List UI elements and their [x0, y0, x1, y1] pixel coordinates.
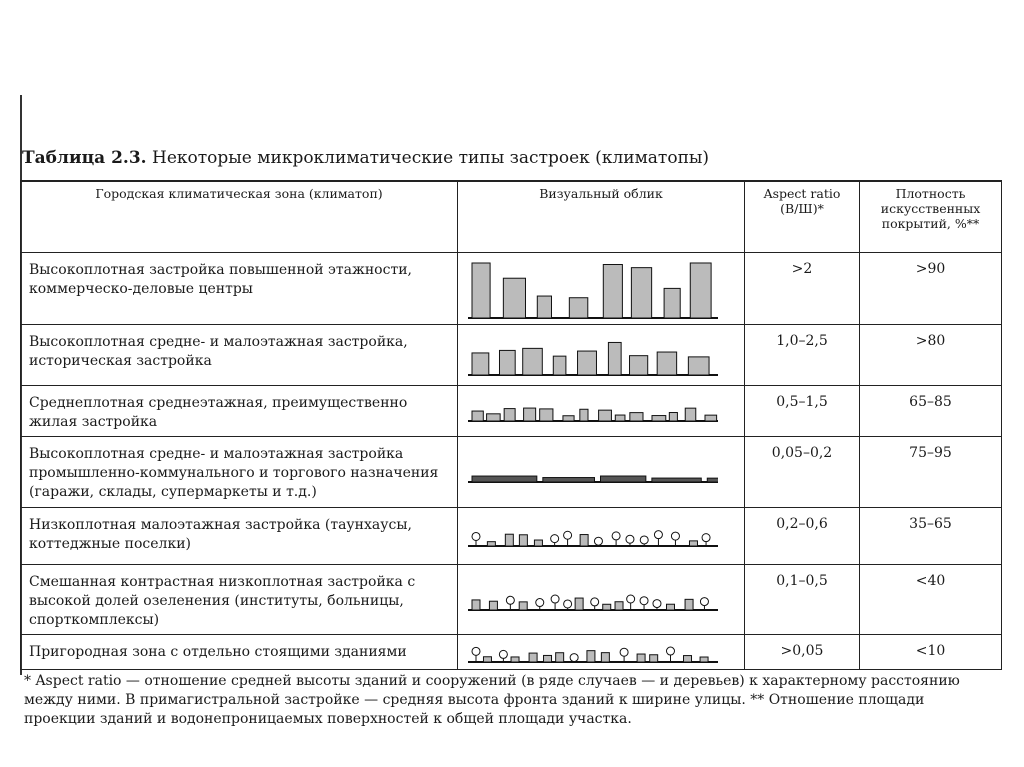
header-density: Плотность искусственных покрытий, %**: [860, 181, 1002, 253]
header-zone: Городская климатическая зона (климатоп): [21, 181, 458, 253]
zone-cell: Высокоплотная застройка повышенной этажности, коммерческо-деловые центры: [21, 253, 458, 325]
aspect-ratio-cell: >2: [745, 253, 860, 325]
visual-cell: [458, 508, 745, 565]
table-title: Некоторые микроклиматические типы застроек (климатопы): [152, 148, 710, 168]
table-row: [21, 386, 1002, 437]
aspect-ratio-cell: 0,05–0,2: [745, 437, 860, 508]
building-silhouette-icon: [468, 524, 718, 548]
zone-cell: Пригородная зона с отдельно стоящими зданиями: [21, 635, 458, 670]
zone-cell: Смешанная контрастная низкоплотная застройка с высокой долей озеленения (институты, больницы, спорткомплексы): [21, 565, 458, 635]
header-row: [21, 181, 1002, 253]
table-row: [21, 565, 1002, 635]
table-row: [21, 635, 1002, 670]
zone-cell: Высокоплотная средне- и малоэтажная застройка промышленно-коммунального и торгового назначения (гаражи, склады, супермаркеты и т.д.): [21, 437, 458, 508]
table-caption: [22, 148, 709, 168]
building-silhouette-icon: [468, 333, 718, 377]
visual-cell: [458, 437, 745, 508]
zone-cell: Низкоплотная малоэтажная застройка (таунхаусы, коттеджные поселки): [21, 508, 458, 565]
zone-cell: Среднеплотная среднеэтажная, преимущественно жилая застройка: [21, 386, 458, 437]
density-cell: <40: [860, 565, 1002, 635]
aspect-ratio-cell: 1,0–2,5: [745, 325, 860, 386]
table-row: [21, 253, 1002, 325]
footnote: * Aspect ratio — отношение средней высоты зданий и сооружений (в ряде случаев — и деревьев) к характерному расстоянию между ними. В примагистральной застройке — средняя высота фронта зданий к ширине улицы. ** Отношение площади проекции зданий и водонепроницаемых поверхностей к общей площади участка.: [24, 673, 960, 727]
density-cell: 35–65: [860, 508, 1002, 565]
visual-cell: [458, 635, 745, 670]
building-silhouette-icon: [468, 258, 718, 320]
header-aspect-ratio: Aspect ratio (В/Ш)*: [745, 181, 860, 253]
building-silhouette-icon: [468, 640, 718, 664]
building-silhouette-icon: [468, 399, 718, 423]
climatope-table: [20, 180, 1002, 670]
table-row: [21, 437, 1002, 508]
density-cell: >80: [860, 325, 1002, 386]
table-row: [21, 325, 1002, 386]
aspect-ratio-cell: 0,2–0,6: [745, 508, 860, 565]
aspect-ratio-cell: 0,1–0,5: [745, 565, 860, 635]
visual-cell: [458, 253, 745, 325]
table-number: Таблица 2.3.: [22, 148, 147, 168]
building-silhouette-icon: [468, 588, 718, 612]
zone-cell: Высокоплотная средне- и малоэтажная застройка, историческая застройка: [21, 325, 458, 386]
density-cell: >90: [860, 253, 1002, 325]
header-visual: Визуальный облик: [458, 181, 745, 253]
visual-cell: [458, 386, 745, 437]
density-cell: <10: [860, 635, 1002, 670]
density-cell: 75–95: [860, 437, 1002, 508]
density-cell: 65–85: [860, 386, 1002, 437]
aspect-ratio-cell: >0,05: [745, 635, 860, 670]
table-row: [21, 508, 1002, 565]
building-silhouette-icon: [468, 460, 718, 484]
visual-cell: [458, 565, 745, 635]
visual-cell: [458, 325, 745, 386]
aspect-ratio-cell: 0,5–1,5: [745, 386, 860, 437]
